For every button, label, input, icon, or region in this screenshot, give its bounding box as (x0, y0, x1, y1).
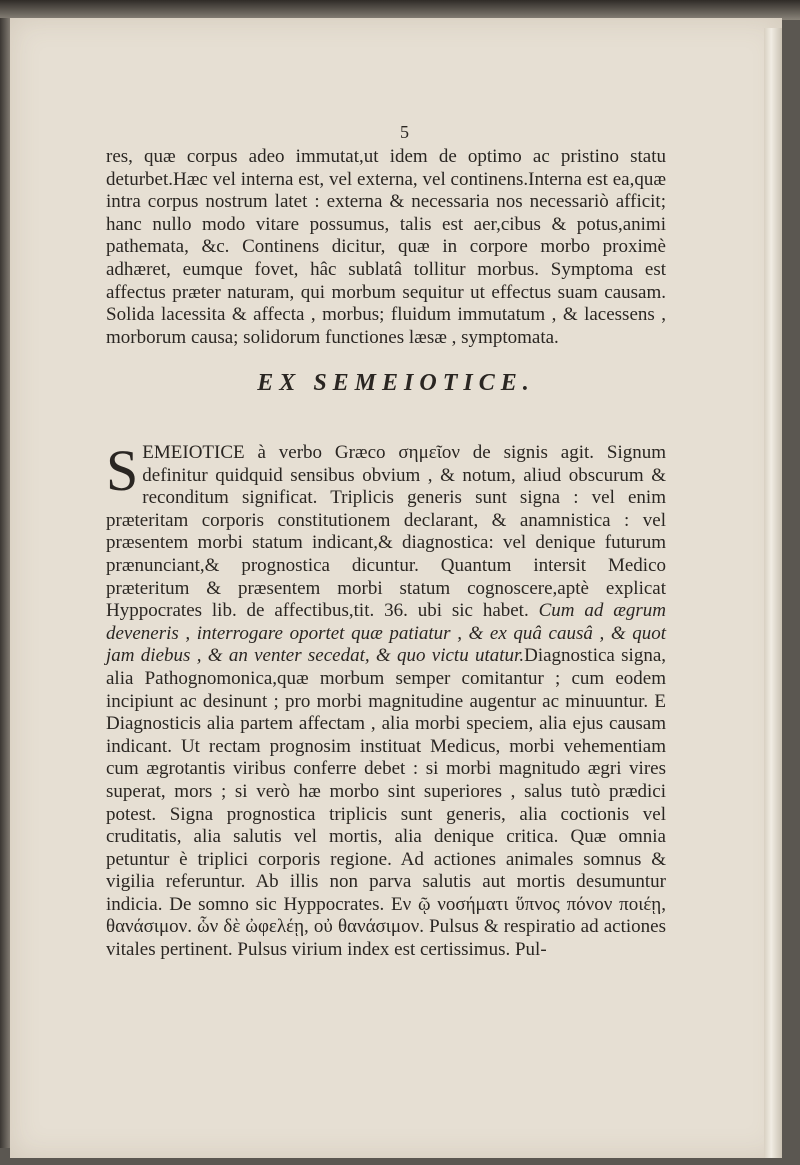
book-page (10, 18, 782, 1158)
section-heading: EX SEMEIOTICE. (257, 370, 535, 396)
paragraph-2-text-a: EMEIOTICE à verbo Græco σημεῖον de signis agit. Signum definitur quidquid sensibus obvium , & notum, aliud obscurum & reconditum significat. Triplicis generis sunt signa : vel enim præteritam corporis constitutionem declarant, & anamnistica : vel præsentem morbi statum indicant,& diagnostica: vel denique futurum prænunciant,& prognostica dicuntur. Quantum intersit Medico præteritum & præsentem morbi statum cognoscere,aptè explicat Hyppocrates lib. de affectibus,tit. 36. ubi sic habet. (106, 442, 666, 622)
paragraph-1: res, quæ corpus adeo immutat,ut idem de optimo ac pristino statu deturbet.Hæc vel interna est, vel externa, vel continens.Interna est ea,quæ intra corpus nostrum latet : externa & necessaria nos necessariò afficit; hanc nullo modo vitare possumus, talis est aer,cibus & potus,animi pathemata, &c. Continens dicitur, quæ in corpore morbo proximè adhæret, eumque fovet, hâc sublatâ tollitur morbus. Symptoma est affectus præter naturam, qui morbum sequitur ut effectus suam causam. Solida lacessita & affecta , morbus; fluidum immutatum , & lacessens , morborum causa; solidorum functiones læsæ , symptomata. (106, 146, 666, 348)
page-right-edge (764, 28, 782, 1158)
page-number: 5 (400, 122, 409, 142)
drop-cap: S (106, 438, 139, 503)
hippocrates-quote: Cum ad ægrum deveneris , interrogare oportet quæ patiatur , & ex quâ causâ , & quot jam diebus , & an venter secedat, & quo victu utatur. (106, 600, 666, 667)
page-top-shadow (0, 0, 800, 20)
paragraph-2 (106, 438, 666, 962)
paragraph-2-text-b: Diagnostica signa, alia Pathognomonica,quæ morbum semper comitantur ; cum eodem incipiunt ac desinunt ; pro morbi magnitudine augentur ac minuuntur. E Diagnosticis alia partem affectam , alia morbi speciem, alia ejus causam indicant. Ut rectam prognosim instituat Medicus, morbi vehementiam cum ægrotantis viribus conferre debet : si morbi magnitudo ægri vires superat, mors ; si verò hæ morbo sint superiores , salus tutò prædici potest. Signa prognostica triplicis sunt generis, alia coctionis vel cruditatis, alia salutis vel mortis, alia denique critica. Quæ omnia petuntur è triplici corporis regione. Ad actiones animales somnus & vigilia referuntur. Ab illis non parva salutis aut mortis desumuntur indicia. De somno sic Hyppocrates. Εν ῷ νοσήματι ὕπνος πόνον ποιέῃ, θανάσιμον. ὧν δὲ ὠφελέῃ, οὐ θανάσιμον. Pulsus & respiratio ad actiones vitales pertinent. Pulsus virium index est certissimus. Pul- (106, 645, 666, 961)
